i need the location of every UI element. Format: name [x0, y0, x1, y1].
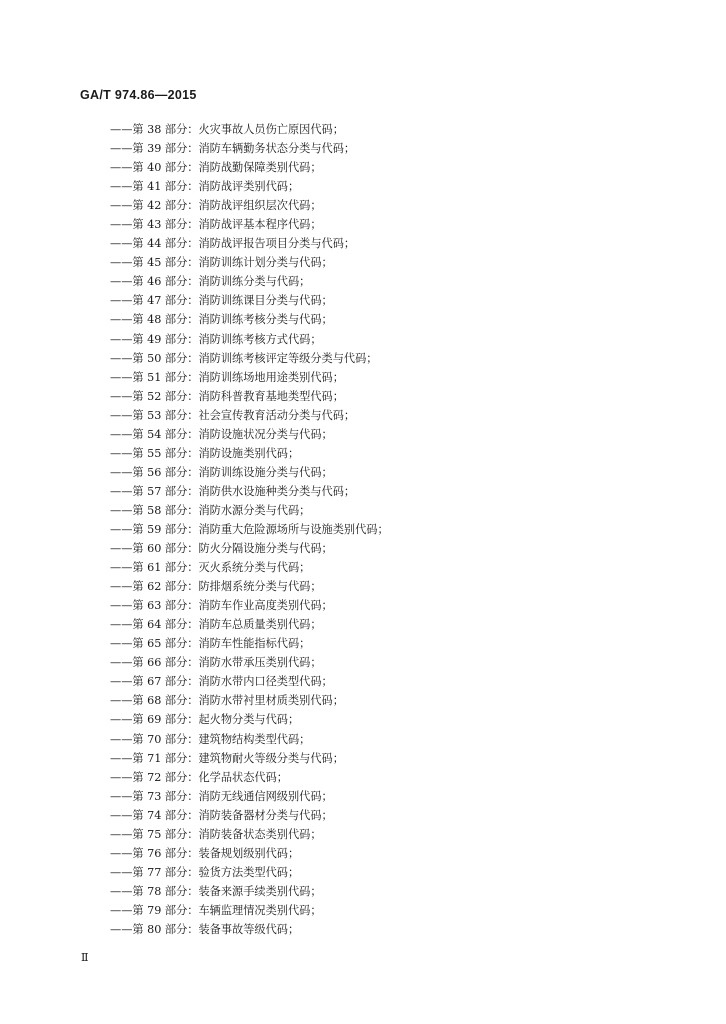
part-list-item: ——第 40 部分：消防战勤保障类别代码；: [110, 161, 322, 175]
part-list-item: ——第 68 部分：消防水带衬里材质类别代码；: [110, 694, 344, 708]
part-list-item: ——第 74 部分：消防装备器材分类与代码；: [110, 808, 333, 822]
parts-list: [110, 120, 389, 939]
part-list-item: ——第 72 部分：化学品状态代码；: [110, 770, 288, 784]
part-list-item: ——第 59 部分：消防重大危险源场所与设施类别代码；: [110, 522, 389, 536]
part-list-item: ——第 69 部分：起火物分类与代码；: [110, 713, 300, 727]
part-list-item: ——第 63 部分：消防车作业高度类别代码；: [110, 599, 333, 613]
standard-number-header: GA/T 974.86—2015: [80, 88, 197, 102]
part-list-item: ——第 61 部分：灭火系统分类与代码；: [110, 561, 311, 575]
part-list-item: ——第 39 部分：消防车辆勤务状态分类与代码；: [110, 142, 356, 156]
part-list-item: ——第 73 部分：消防无线通信网级别代码；: [110, 789, 333, 803]
part-list-item: ——第 60 部分：防火分隔设施分类与代码；: [110, 542, 333, 556]
part-list-item: ——第 55 部分：消防设施类别代码；: [110, 446, 300, 460]
part-list-item: ——第 78 部分：装备来源手续类别代码；: [110, 884, 322, 898]
part-list-item: ——第 71 部分：建筑物耐火等级分类与代码；: [110, 751, 344, 765]
part-list-item: ——第 52 部分：消防科普教育基地类型代码；: [110, 389, 344, 403]
part-list-item: ——第 64 部分：消防车总质量类别代码；: [110, 618, 322, 632]
part-list-item: ——第 70 部分：建筑物结构类型代码；: [110, 732, 311, 746]
part-list-item: ——第 47 部分：消防训练课目分类与代码；: [110, 294, 333, 308]
part-list-item: ——第 44 部分：消防战评报告项目分类与代码；: [110, 237, 356, 251]
part-list-item: ——第 38 部分：火灾事故人员伤亡原因代码；: [110, 123, 344, 136]
part-list-item: ——第 77 部分：验货方法类型代码；: [110, 865, 300, 879]
part-list-item: ——第 53 部分：社会宣传教育活动分类与代码；: [110, 408, 356, 422]
part-list-item: ——第 76 部分：装备规划级别代码；: [110, 846, 300, 860]
part-list-item: ——第 80 部分：装备事故等级代码；: [110, 922, 300, 936]
part-list-item: ——第 57 部分：消防供水设施种类分类与代码；: [110, 484, 356, 498]
part-list-item: ——第 62 部分：防排烟系统分类与代码；: [110, 580, 322, 594]
part-list-item: ——第 48 部分：消防训练考核分类与代码；: [110, 313, 333, 327]
part-list-item: ——第 66 部分：消防水带承压类别代码；: [110, 656, 322, 670]
part-list-item: ——第 79 部分：车辆监理情况类别代码；: [110, 903, 322, 917]
part-list-item: ——第 56 部分：消防训练设施分类与代码；: [110, 465, 333, 479]
part-list-item: ——第 75 部分：消防装备状态类别代码；: [110, 827, 322, 841]
part-list-item: ——第 41 部分：消防战评类别代码；: [110, 180, 300, 194]
part-list-item: ——第 65 部分：消防车性能指标代码；: [110, 637, 311, 651]
part-list-item: ——第 45 部分：消防训练计划分类与代码；: [110, 256, 333, 270]
part-list-item: ——第 51 部分：消防训练场地用途类别代码；: [110, 370, 344, 384]
part-list-item: ——第 67 部分：消防水带内口径类型代码；: [110, 675, 333, 689]
part-list-item: ——第 54 部分：消防设施状况分类与代码；: [110, 427, 333, 441]
part-list-item: ——第 43 部分：消防战评基本程序代码；: [110, 218, 322, 232]
part-list-item: ——第 49 部分：消防训练考核方式代码；: [110, 332, 322, 346]
part-list-item: ——第 42 部分：消防战评组织层次代码；: [110, 199, 322, 213]
part-list-item: ——第 58 部分：消防水源分类与代码；: [110, 503, 311, 517]
page-number: Ⅱ: [81, 951, 89, 964]
part-list-item: ——第 46 部分：消防训练分类与代码；: [110, 275, 311, 289]
part-list-item: ——第 50 部分：消防训练考核评定等级分类与代码；: [110, 351, 378, 365]
